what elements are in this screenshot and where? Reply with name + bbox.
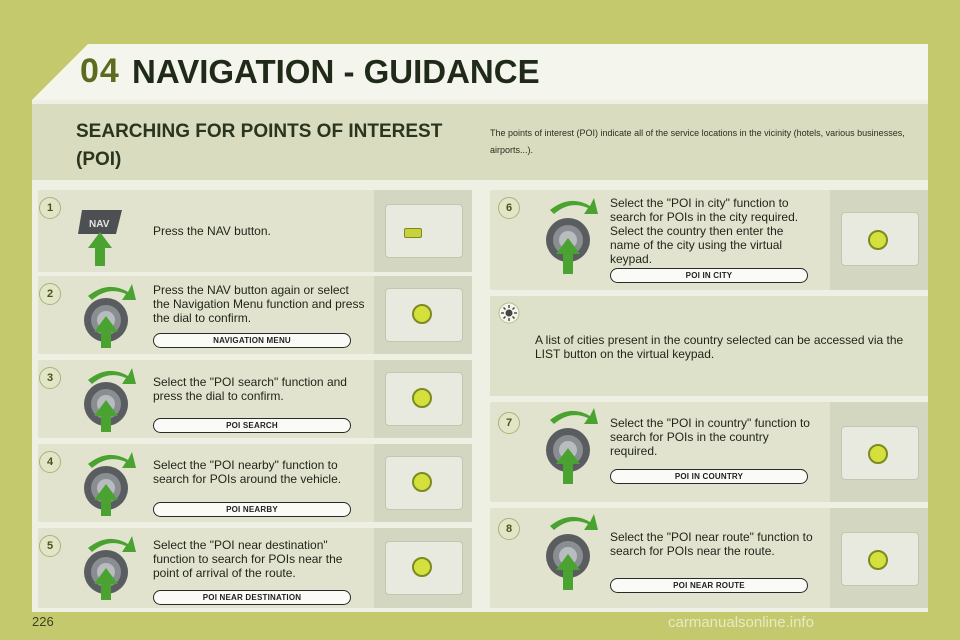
lightbulb-tip-icon: [498, 302, 520, 324]
section-title: SEARCHING FOR POINTS OF INTEREST (POI): [76, 121, 443, 170]
step-number-badge: 1: [39, 197, 61, 219]
dial-turn-icon: [78, 448, 140, 518]
menu-option-poi-nearby: POI NEARBY: [153, 502, 351, 517]
step-number-badge: 6: [498, 197, 520, 219]
dial-turn-icon: [78, 532, 140, 602]
dial-press-icon: [78, 280, 140, 350]
control-panel-illustration: [830, 402, 928, 502]
step-8-text: Select the "POI near route" function to search for POIs near the route.: [610, 530, 813, 558]
step-1-text: Press the NAV button.: [153, 224, 271, 238]
control-panel-illustration: [374, 360, 472, 438]
menu-option-poi-search: POI SEARCH: [153, 418, 351, 433]
step-4-text: Select the "POI nearby" function to search for POIs around the vehicle.: [153, 458, 342, 486]
control-panel-illustration: [830, 508, 928, 608]
control-panel-illustration: [374, 528, 472, 608]
step-6-text: Select the "POI in city" function to search for POIs in the city required. Select the country then enter the name of the city using the virtual keypad.: [610, 196, 799, 266]
step-number-badge: 2: [39, 283, 61, 305]
step-number-badge: 5: [39, 535, 61, 557]
dial-turn-icon: [540, 508, 602, 592]
chapter-number: 04: [80, 52, 120, 90]
step-2-text: Press the NAV button again or select the Navigation Menu function and press the dial to confirm.: [153, 283, 365, 325]
menu-option-poi-near-route: POI NEAR ROUTE: [610, 578, 808, 593]
intro-text: The points of interest (POI) indicate all of the service locations in the vicinity (hotels, various businesses, airports...).: [490, 128, 905, 155]
menu-option-poi-near-destination: POI NEAR DESTINATION: [153, 590, 351, 605]
dial-press-icon: [78, 364, 140, 434]
menu-option-poi-in-country: POI IN COUNTRY: [610, 469, 808, 484]
control-panel-illustration: [374, 276, 472, 354]
control-panel-illustration: [374, 444, 472, 522]
nav-button-label: NAV: [89, 219, 110, 230]
nav-button-press-icon: [76, 206, 128, 268]
page-number: 226: [32, 614, 54, 629]
step-7-text: Select the "POI in country" function to search for POIs in the country required.: [610, 416, 810, 458]
menu-option-poi-in-city: POI IN CITY: [610, 268, 808, 283]
step-5-text: Select the "POI near destination" function to search for POIs near the point of arrival of the route.: [153, 538, 343, 580]
step-number-badge: 3: [39, 367, 61, 389]
menu-option-navigation-menu: NAVIGATION MENU: [153, 333, 351, 348]
dial-turn-icon: [540, 192, 602, 276]
dial-turn-icon: [540, 402, 602, 486]
step-number-badge: 4: [39, 451, 61, 473]
tip-text: A list of cities present in the country selected can be accessed via the LIST button on the virtual keypad.: [535, 333, 904, 361]
step-number-badge: 7: [498, 412, 520, 434]
chapter-title: NAVIGATION - GUIDANCE: [132, 53, 540, 90]
step-number-badge: 8: [498, 518, 520, 540]
step-3-text: Select the "POI search" function and press the dial to confirm.: [153, 375, 347, 403]
control-panel-illustration: [374, 190, 472, 272]
watermark-text: carmanualsonline.info: [668, 614, 814, 631]
control-panel-illustration: [830, 190, 928, 290]
